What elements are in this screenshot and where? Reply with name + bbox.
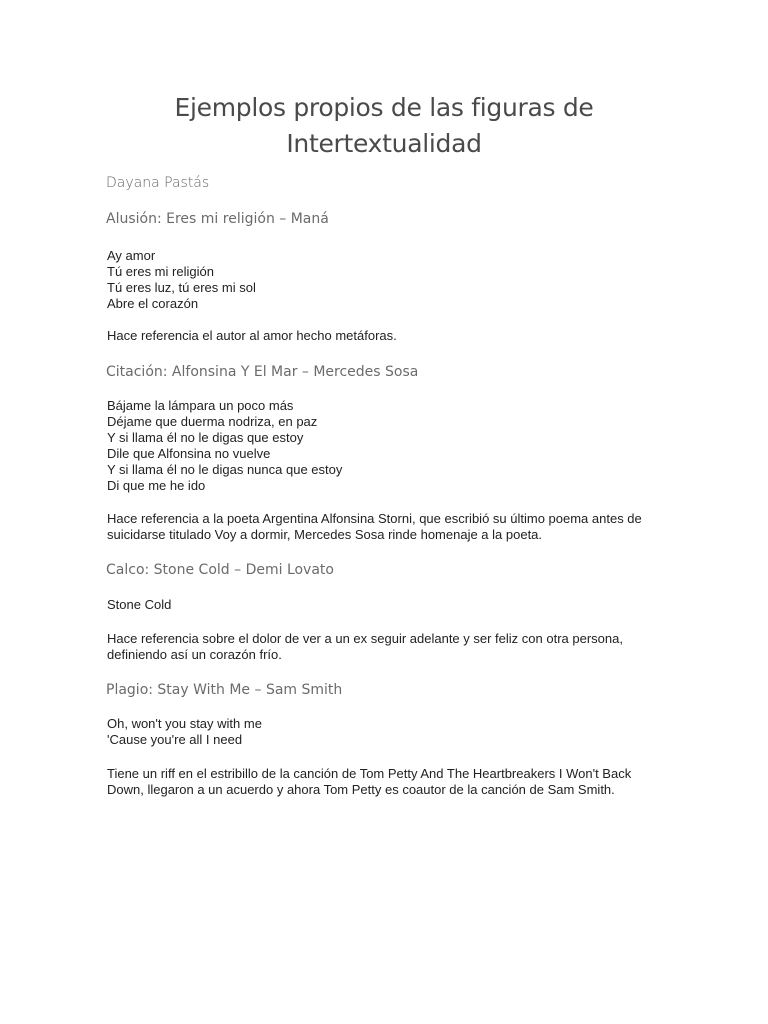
lyric-line: Dile que Alfonsina no vuelve [107,446,271,461]
lyric-line: Tú eres luz, tú eres mi sol [107,280,256,295]
lyrics-alusion [107,248,667,312]
explanation-line: Down, llegaron a un acuerdo y ahora Tom Petty es coautor de la canción de Sam Smith. [107,782,615,797]
lyric-line: Abre el corazón [107,296,199,311]
lyric-line: 'Cause you're all I need [107,732,243,747]
section-heading-calco: Calco: Stone Cold – Demi Lovato [106,562,334,578]
lyric-line: Di que me he ido [107,478,206,493]
section-heading-plagio: Plagio: Stay With Me – Sam Smith [106,682,343,698]
title-line-2: Intertextualidad [286,129,482,158]
explanation-plagio [107,766,667,798]
lyric-line: Bájame la lámpara un poco más [107,398,294,413]
explanation-calco [107,631,667,663]
lyric-line: Y si llama él no le digas nunca que estoy [107,462,343,477]
page-title [0,90,768,162]
title-line-1: Ejemplos propios de las figuras de [174,93,594,122]
lyric-line: Oh, won't you stay with me [107,716,262,731]
explanation-citacion [107,511,667,543]
lyric-line: Ay amor [107,248,156,263]
explanation-line: definiendo así un corazón frío. [107,647,282,662]
explanation-alusion: Hace referencia el autor al amor hecho metáforas. [107,328,397,343]
explanation-line: Tiene un riff en el estribillo de la canción de Tom Petty And The Heartbreakers I Won't Back [107,766,632,781]
explanation-line: Hace referencia sobre el dolor de ver a un ex seguir adelante y ser feliz con otra persona, [107,631,623,646]
explanation-line: suicidarse titulado Voy a dormir, Mercedes Sosa rinde homenaje a la poeta. [107,527,543,542]
lyric-line: Tú eres mi religión [107,264,214,279]
lyrics-citacion [107,398,667,494]
section-heading-citacion: Citación: Alfonsina Y El Mar – Mercedes Sosa [106,364,419,380]
lyric-line: Y si llama él no le digas que estoy [107,430,304,445]
section-heading-alusion: Alusión: Eres mi religión – Maná [106,211,329,227]
explanation-line: Hace referencia a la poeta Argentina Alfonsina Storni, que escribió su último poema antes de [107,511,642,526]
author-name: Dayana Pastás [106,175,210,191]
lyrics-calco [107,597,667,613]
lyric-line: Stone Cold [107,597,172,612]
lyric-line: Déjame que duerma nodriza, en paz [107,414,318,429]
lyrics-plagio [107,716,667,748]
